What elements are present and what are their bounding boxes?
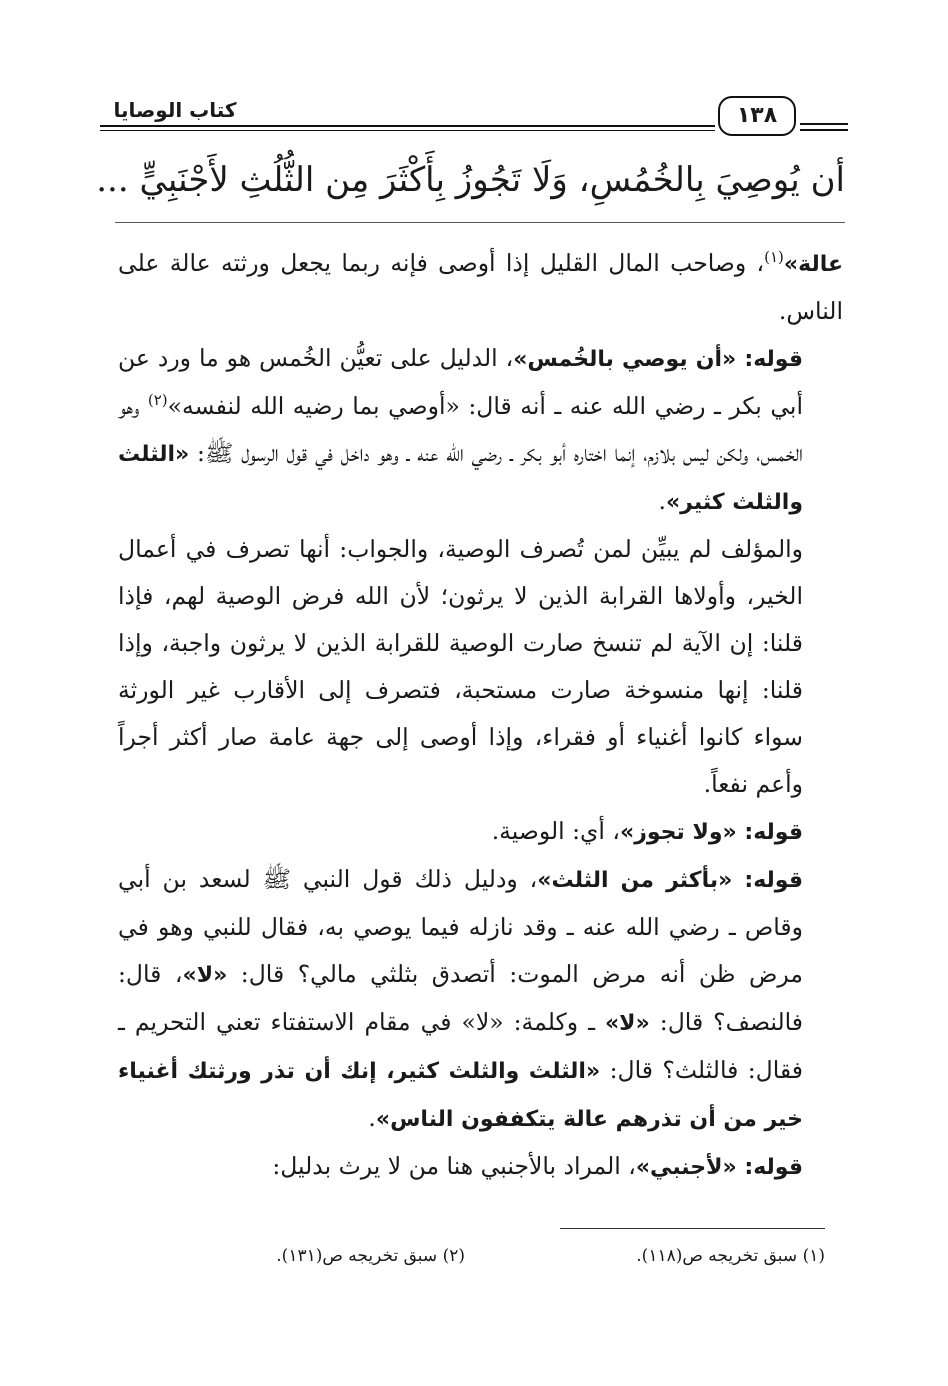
text-run: ، الدليل على تعيُّن الخُمس هو ما ورد عن أبي بكر ـ رضي الله عنه ـ أنه قال: «أوصي بما رضيه الله لنفسه» <box>118 344 803 420</box>
footnote-separator <box>560 1228 825 1229</box>
paragraph <box>118 808 843 856</box>
paragraph <box>118 335 843 526</box>
bold-phrase: قوله: <box>736 347 803 372</box>
paragraph <box>118 856 843 1143</box>
text-run: ، وصاحب المال القليل إذا أوصى فإنه ربما يجعل ورثته عالة على الناس. <box>118 249 843 325</box>
text-run: ـ وكلمة: «لا» في مقام الاستفتاء تعني التحريم ـ فقال: فالثلث؟ قال: <box>118 1008 804 1084</box>
bold-phrase: «بأكثر من الثلث» <box>537 868 733 893</box>
footnote-ref: (١) <box>764 248 784 267</box>
bold-phrase: «لا» <box>604 1011 650 1036</box>
text-run: . <box>368 1104 376 1132</box>
text-run: وهو الخمس، ولكن ليس بلازم، إنما اختاره أبو بكر ـ رضي الله عنه ـ وهو داخل في قول الرسول ﷺ: <box>118 392 803 467</box>
header-rule-thin <box>100 130 715 131</box>
bold-phrase: «لا» <box>182 963 228 988</box>
bold-phrase: قوله: <box>736 820 803 845</box>
footnote-2: (٢) سبق تخريجه ص(١٣١). <box>276 1246 465 1266</box>
bold-phrase: قوله: <box>736 1155 803 1180</box>
matn-separator <box>115 222 845 223</box>
footnote-1: (١) سبق تخريجه ص(١١٨). <box>636 1246 825 1266</box>
text-run: ، المراد بالأجنبي هنا من لا يرث بدليل: <box>272 1152 636 1180</box>
header-rule-short <box>800 123 848 125</box>
bold-phrase: «أن يوصي بالخُمس» <box>513 347 737 372</box>
bold-phrase: عالة» <box>783 252 843 277</box>
header-rule-short-2 <box>800 129 848 131</box>
paragraph <box>118 526 843 808</box>
text-run: ، قال: فالنصف؟ قال: <box>118 960 804 1036</box>
bold-phrase: «الثلث والثلث كثير» <box>118 442 803 515</box>
text-run: ، ودليل ذلك قول النبي ﷺ لسعد بن أبي وقاص ـ رضي الله عنه ـ وقد نازله فيما يوصي به، فقال للنبي وهو في مرض ظن أنه مرض الموت: أتصدق بثلثي مالي؟ قال: <box>118 865 803 988</box>
text-run: . <box>658 487 666 515</box>
paragraph <box>118 1143 843 1191</box>
text-run: ، أي: الوصية. <box>491 817 621 845</box>
bold-phrase: قوله: <box>732 868 803 893</box>
bold-phrase: «الثلث والثلث كثير، إنك أن تذر ورثتك أغنياء خير من أن تذرهم عالة يتكففون الناس» <box>118 1059 803 1132</box>
commentary-body <box>118 240 843 1191</box>
bold-phrase: «لأجنبي» <box>635 1155 737 1180</box>
running-header-title: كتاب الوصايا <box>113 98 237 122</box>
header-rule <box>100 125 715 127</box>
text-run: والمؤلف لم يبيِّن لمن تُصرف الوصية، والجواب: أنها تصرف في أعمال الخير، وأولاها القرابة الذين لا يرثون؛ لأن الله فرض الوصية لهم، فإذا قلنا: إن الآية لم تنسخ صارت الوصية للقرابة الذين لا يرثون واجبة، وإذا قلنا: إنها منسوخة صارت مستحبة، فتصرف إلى الأقارب غير الورثة سواء كانوا أغنياء أو فقراء، وإذا أوصى إلى جهة عامة صار أكثر أجراً وأعم نفعاً. <box>118 535 803 798</box>
footnote-ref: (٢) <box>147 391 168 410</box>
page-number-badge: ١٣٨ <box>718 96 796 136</box>
matn-text: أن يُوصِيَ بِالخُمُسِ، وَلَا تَجُوزُ بِأَكْثَرَ مِن الثُّلُثِ لأَجْنَبِيٍّ ... <box>96 160 845 200</box>
paragraph <box>118 240 843 335</box>
bold-phrase: «ولا تجوز» <box>620 820 737 845</box>
